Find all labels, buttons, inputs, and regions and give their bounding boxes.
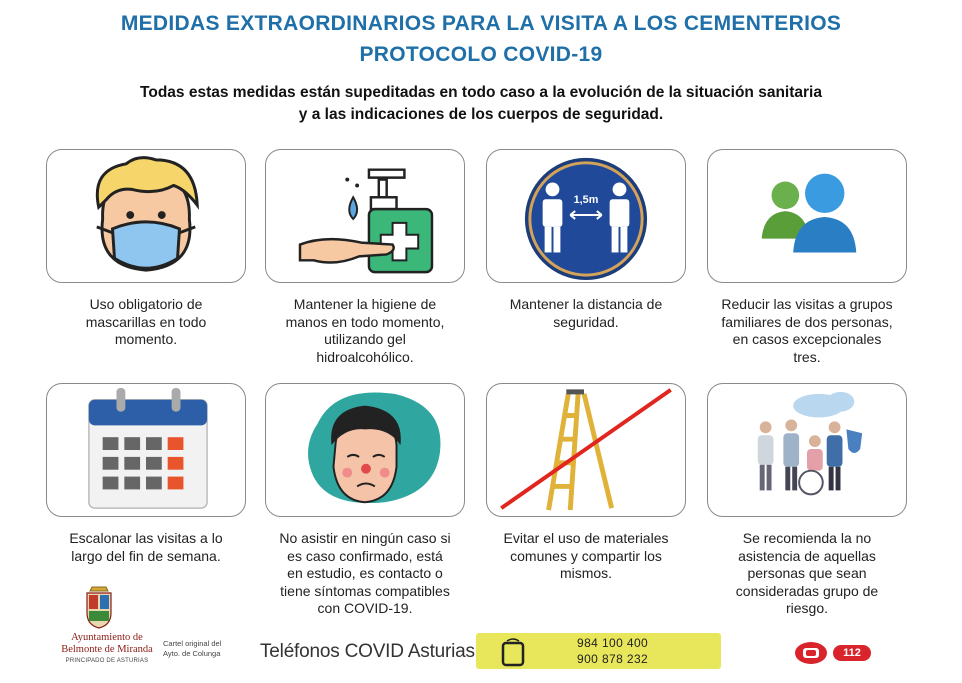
hand-sanitizer-icon	[266, 150, 464, 282]
measure-caption-1: Uso obligatorio de mascarillas en todo momento.	[85, 296, 207, 347]
measure-caption-3: Mantener la distancia de seguridad.	[509, 296, 663, 330]
measure-caption-5: Escalonar las visitas a lo largo del fin de semana.	[69, 530, 223, 564]
measure-caption-2: Mantener la higiene de manos en todo momento, utilizando gel hidroalcohólico.	[285, 296, 445, 365]
no-ladder-icon	[487, 384, 685, 516]
measure-card-elderly	[707, 383, 907, 517]
logo-text-line1: Ayuntamiento de	[71, 632, 143, 643]
main-title: MEDIDAS EXTRAORDINARIOS PARA LA VISITA A LOS CEMENTERIOS	[120, 12, 842, 35]
measure-caption-7: Evitar el uso de materiales comunes y compartir los mismos.	[503, 530, 669, 581]
intro-line-1: Todas estas medidas están supeditadas en todo caso a la evolución de la situación sanitaria	[140, 84, 822, 101]
measure-caption-4: Reducir las visitas a grupos familiares de dos personas, en casos excepcionales tres.	[721, 296, 893, 365]
face-mask-icon	[47, 150, 245, 282]
mobile-phone-icon	[499, 637, 527, 667]
measure-card-group	[707, 149, 907, 283]
telephone-icon	[793, 641, 829, 665]
measure-card-sick	[265, 383, 465, 517]
credit-text: Cartel original del Ayto. de Colunga	[163, 639, 222, 658]
group-icon	[708, 150, 906, 282]
phone-number-2[interactable]: 900 878 232	[577, 652, 649, 666]
sick-person-icon	[266, 384, 464, 516]
logo-text-line3: PRINCIPADO DE ASTURIAS	[65, 658, 149, 664]
measure-card-ladder	[486, 383, 686, 517]
intro-text	[0, 82, 962, 126]
measure-caption-8: Se recomienda la no asistencia de aquellas personas que sean consideradas grupo de riesgo.	[735, 530, 879, 616]
emergency-number-badge[interactable]: 112	[833, 645, 871, 661]
social-distance-icon	[487, 150, 685, 282]
main-subtitle-protocol: PROTOCOLO COVID-19	[359, 43, 603, 66]
measure-card-mask	[46, 149, 246, 283]
logo-text-line2: Belmonte de Miranda	[61, 644, 153, 655]
elderly-people-icon	[708, 384, 906, 516]
coat-of-arms-icon	[84, 583, 114, 629]
measure-card-calendar	[46, 383, 246, 517]
intro-line-2: y a las indicaciones de los cuerpos de seguridad.	[298, 106, 664, 123]
distance-label: 1,5m	[573, 194, 599, 207]
measure-caption-6: No asistir en ningún caso si es caso confirmado, está en estudio, es contacto o tiene síntomas compatibles con COVID-19.	[279, 530, 451, 616]
phones-title: Teléfonos COVID Asturias	[260, 641, 475, 662]
phone-number-1[interactable]: 984 100 400	[577, 636, 649, 650]
measure-card-distance	[486, 149, 686, 283]
calendar-icon	[47, 384, 245, 516]
measure-card-sanitizer	[265, 149, 465, 283]
